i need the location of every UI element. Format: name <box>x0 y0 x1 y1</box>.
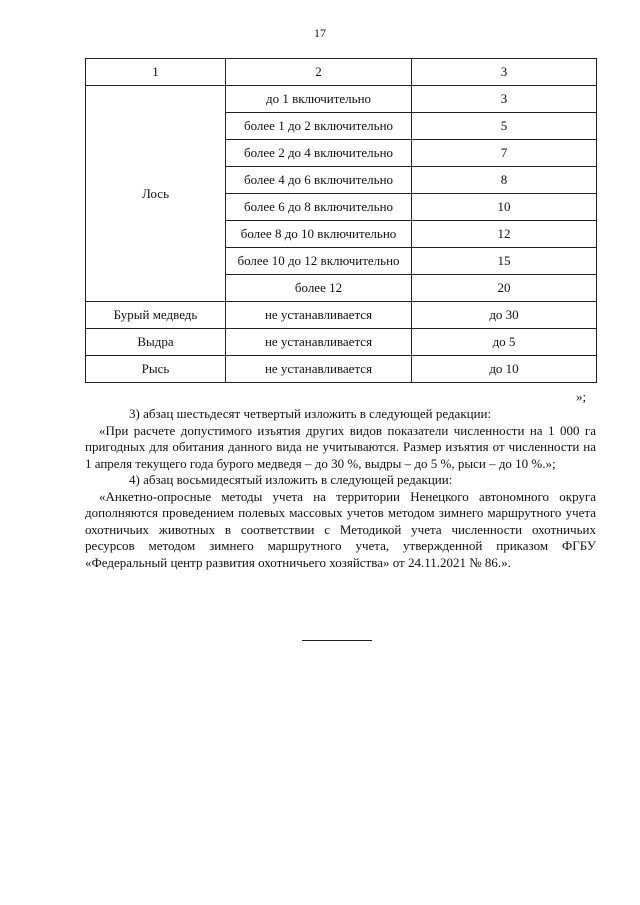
range-cell: более 1 до 2 включительно <box>226 113 412 140</box>
table-closing-quote: »; <box>576 389 587 404</box>
range-cell: более 4 до 6 включительно <box>226 167 412 194</box>
range-cell: более 8 до 10 включительно <box>226 221 412 248</box>
range-cell: не устанавливается <box>226 329 412 356</box>
quota-table <box>85 58 597 383</box>
value-cell: 3 <box>412 86 597 113</box>
range-cell: более 12 <box>226 275 412 302</box>
value-cell: 15 <box>412 248 597 275</box>
range-cell: более 2 до 4 включительно <box>226 140 412 167</box>
amendment-text <box>85 406 596 571</box>
range-cell: более 10 до 12 включительно <box>226 248 412 275</box>
value-cell: до 5 <box>412 329 597 356</box>
range-cell: не устанавливается <box>226 302 412 329</box>
item3-heading: 3) абзац шестьдесят четвертый изложить в следующей редакции: <box>129 406 492 421</box>
table-row <box>86 86 597 113</box>
table-header-row <box>86 59 597 86</box>
table-header-cell: 1 <box>86 59 226 86</box>
end-divider <box>302 640 372 641</box>
range-cell: до 1 включительно <box>226 86 412 113</box>
value-cell: 20 <box>412 275 597 302</box>
value-cell: 10 <box>412 194 597 221</box>
item3-body: «При расчете допустимого изъятия других видов показатели численности на 1 000 га пригодных для обитания данного вида не учитываются. Размер изъятия от численности на 1 апреля текущего года бурого медведя – до 30 %, выдры – до 5 %, рыси – до 10 %.»; <box>85 422 596 471</box>
item4-heading: 4) абзац восьмидесятый изложить в следующей редакции: <box>129 472 453 487</box>
item4-body: «Анкетно-опросные методы учета на территории Ненецкого автономного округа дополняются проведением полевых массовых учетов методом зимнего маршрутного учета охотничьих животных в соответствии с Методикой учета численности охотничьих ресурсов методом зимнего маршрутного учета, утвержденной приказом ФГБУ «Федеральный центр развития охотничьего хозяйства» от 24.11.2021 № 86.». <box>85 488 596 570</box>
table-header-cell: 3 <box>412 59 597 86</box>
range-cell: не устанавливается <box>226 356 412 383</box>
table-row <box>86 329 597 356</box>
table-row <box>86 356 597 383</box>
value-cell: 5 <box>412 113 597 140</box>
value-cell: до 30 <box>412 302 597 329</box>
table-header-cell: 2 <box>226 59 412 86</box>
table-row <box>86 302 597 329</box>
species-cell: Рысь <box>86 356 226 383</box>
page-number: 17 <box>314 26 326 40</box>
value-cell: 12 <box>412 221 597 248</box>
species-cell-moose: Лось <box>86 86 226 302</box>
value-cell: 8 <box>412 167 597 194</box>
species-cell: Выдра <box>86 329 226 356</box>
value-cell: до 10 <box>412 356 597 383</box>
value-cell: 7 <box>412 140 597 167</box>
species-cell: Бурый медведь <box>86 302 226 329</box>
range-cell: более 6 до 8 включительно <box>226 194 412 221</box>
